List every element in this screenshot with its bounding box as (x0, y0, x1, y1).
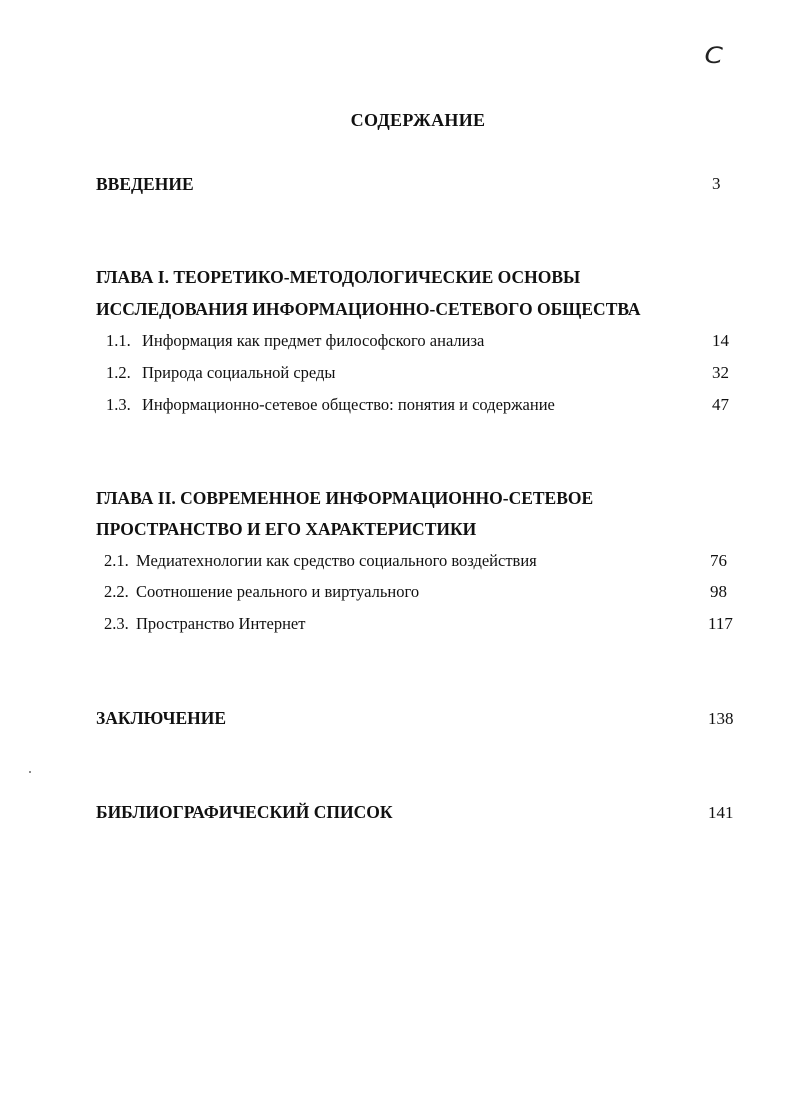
section-2-3-title: Пространство Интернет (136, 614, 306, 633)
section-1-3-number: 1.3. (106, 395, 131, 414)
section-2-1-number: 2.1. (104, 551, 129, 570)
toc-intro-label: ВВЕДЕНИЕ (96, 174, 194, 194)
chapter1-title-line2: ИССЛЕДОВАНИЯ ИНФОРМАЦИОННО-СЕТЕВОГО ОБЩЕСТВА (96, 299, 641, 319)
page-title: СОДЕРЖАНИЕ (350, 110, 486, 130)
chapter2-title-line2: ПРОСТРАНСТВО И ЕГО ХАРАКТЕРИСТИКИ (96, 519, 477, 539)
handwritten-mark: C (704, 44, 723, 69)
section-1-3-page: 47 (712, 395, 729, 414)
toc-bibliography-label: БИБЛИОГРАФИЧЕСКИЙ СПИСОК (96, 802, 393, 822)
chapter1-title-line1: ГЛАВА I. ТЕОРЕТИКО-МЕТОДОЛОГИЧЕСКИЕ ОСНОВЫ (96, 267, 581, 287)
section-2-3-number: 2.3. (104, 614, 129, 633)
section-1-1-title: Информация как предмет философского анализа (142, 331, 485, 350)
section-2-2-page: 98 (710, 582, 727, 601)
section-1-2-title: Природа социальной среды (142, 363, 336, 382)
toc-intro-page: 3 (712, 174, 721, 193)
section-2-3-page: 117 (708, 614, 733, 633)
toc-conclusion-page: 138 (708, 709, 734, 728)
section-1-1-page: 14 (712, 331, 729, 350)
section-1-2-page: 32 (712, 363, 729, 382)
toc-conclusion-label: ЗАКЛЮЧЕНИЕ (96, 708, 227, 728)
section-2-2-number: 2.2. (104, 582, 129, 601)
section-1-2-number: 1.2. (106, 363, 131, 382)
chapter2-title-line1: ГЛАВА II. СОВРЕМЕННОЕ ИНФОРМАЦИОННО-СЕТЕВОЕ (96, 488, 594, 508)
section-2-1-page: 76 (710, 551, 727, 570)
section-1-3-title: Информационно-сетевое общество: понятия и содержание (142, 395, 555, 414)
scan-speck (29, 771, 31, 773)
toc-bibliography-page: 141 (708, 803, 734, 822)
section-1-1-number: 1.1. (106, 331, 131, 350)
section-2-2-title: Соотношение реального и виртуального (136, 582, 420, 601)
section-2-1-title: Медиатехнологии как средство социального воздействия (136, 551, 537, 570)
